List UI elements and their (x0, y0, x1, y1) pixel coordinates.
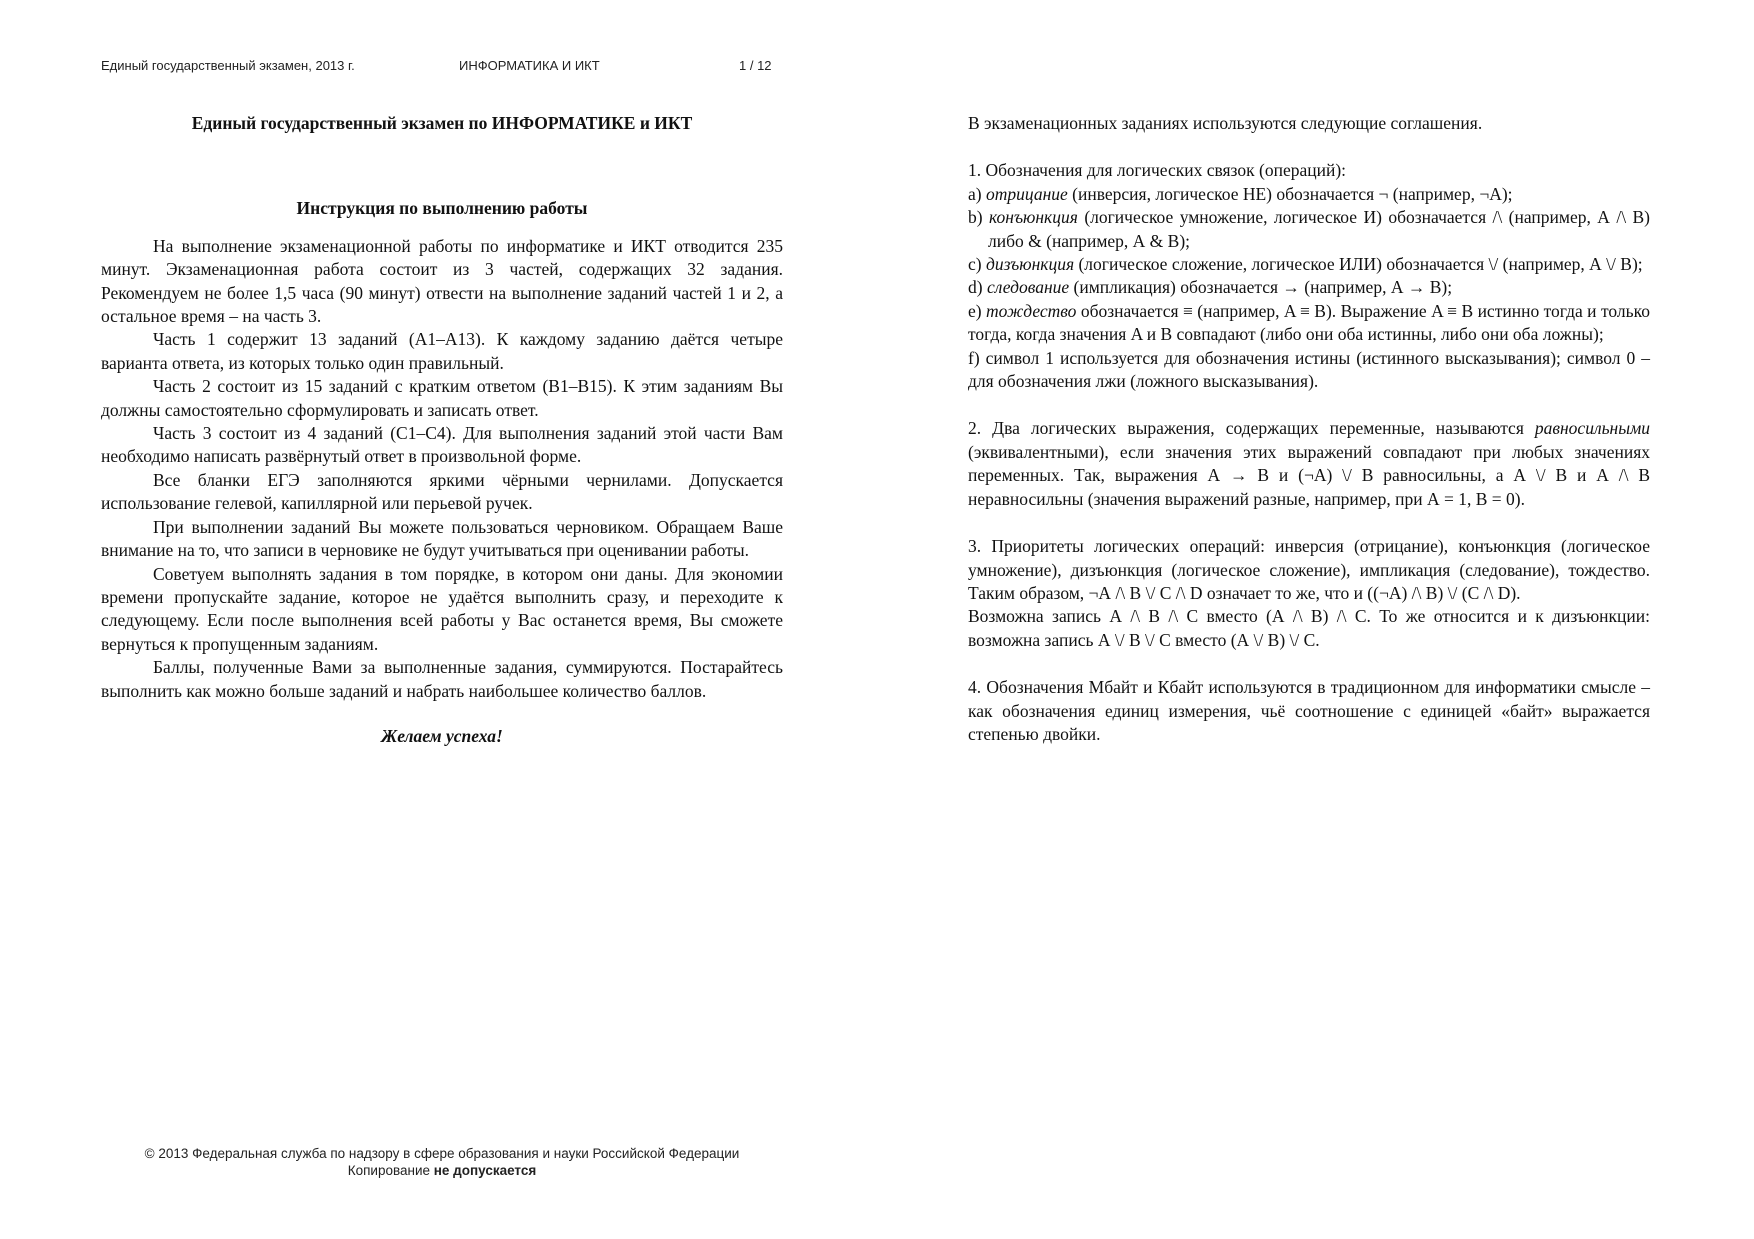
section-logic-operations (968, 159, 1650, 393)
item-prefix: a) (968, 183, 986, 204)
section-units (968, 676, 1650, 746)
item-truth-symbols: f) символ 1 используется для обозначения истины (истинного высказывания); символ 0 – для обозначения лжи (ложного высказывания). (968, 347, 1650, 392)
term-disjunction: дизъюнкция (985, 254, 1075, 275)
section-3-text: 3. Приоритеты логических операций: инверсия (отрицание), конъюнкция (логическое умножение), дизъюнкция (логическое сложение), импликация (следование), тождество. Таким образом, ¬А /\ В \/ С /\ D означает то же, что и ((¬А) /\ В) \/ (С /\ D). (968, 536, 1650, 603)
section-3-note: Возможна запись А /\ В /\ С вместо (А /\ В) /\ С. То же относится и к дизъюнкции: возможна запись А \/ В \/ С вместо (А \/ В) \/ С. (968, 606, 1650, 650)
term-equivalence: тождество (986, 300, 1077, 321)
item-implication (968, 276, 1650, 299)
section-2-post: (эквивалентными), если значения этих выражений совпадают при любых значениях переменных. Так, выражения А → В и (¬А) \/ В равносильны, а А \/ В и А /\ В неравносильны (значения выражений разные, например, при А = 1, В = 0). (968, 441, 1650, 509)
instruction-paragraph: На выполнение экзаменационной работы по информатике и ИКТ отводится 235 минут. Экзаменационная работа состоит из 3 частей, содержащих 32 задания. Рекомендуем не более 1,5 часа (90 минут) отвести на выполнение заданий частей 1 и 2, а остальное время – на часть 3. (101, 235, 783, 327)
good-luck-wish: Желаем успеха! (381, 725, 503, 746)
instruction-paragraph: Часть 1 содержит 13 заданий (A1–A13). К каждому заданию даётся четыре варианта ответа, из которых только один правильный. (101, 329, 783, 373)
copyright-footer (101, 1145, 783, 1179)
item-prefix: c) (968, 254, 986, 275)
copyright-line: © 2013 Федеральная служба по надзору в сфере образования и науки Российской Федерации (144, 1146, 740, 1161)
instruction-paragraph: Баллы, полученные Вами за выполненные задания, суммируются. Постарайтесь выполнить как можно больше заданий и набрать наибольшее количество баллов. (101, 657, 783, 701)
header-page-number: 1 / 12 (739, 58, 772, 73)
instruction-column (101, 112, 783, 748)
copy-notice-bold: не допускается (433, 1163, 537, 1178)
section-equivalent-expressions (968, 417, 1650, 511)
copy-notice (101, 1162, 783, 1179)
section-1-heading: 1. Обозначения для логических связок (операций): (968, 160, 1347, 181)
instruction-paragraph: Советуем выполнять задания в том порядке, в котором они даны. Для экономии времени пропускайте задание, которое не удаётся выполнить сразу, и переходите к следующему. Если после выполнения всей работы у Вас останется время, Вы сможете вернуться к пропущенным заданиям. (101, 563, 783, 654)
item-conjunction (968, 206, 1650, 253)
term-equivalent: равносильными (1534, 418, 1650, 439)
header-exam: Единый государственный экзамен, 2013 г. (101, 58, 355, 73)
section-2-pre: 2. Два логических выражения, содержащих переменные, называются (968, 418, 1535, 439)
item-negation (968, 183, 1650, 206)
item-text: (импликация) обозначается → (например, А → В); (1069, 277, 1453, 298)
item-disjunction (968, 253, 1650, 276)
document-title: Единый государственный экзамен по ИНФОРМАТИКЕ и ИКТ (191, 113, 693, 133)
header-subject: ИНФОРМАТИКА И ИКТ (459, 58, 600, 73)
item-text: обозначается ≡ (например, A ≡ B). Выражение A ≡ B истинно тогда и только тогда, когда значения A и B совпадают (либо они оба истинны, либо они оба ложны); (968, 300, 1650, 345)
term-implication: следование (986, 277, 1070, 298)
copy-notice-pre: Копирование (347, 1163, 434, 1178)
term-conjunction: конъюнкция (989, 207, 1078, 228)
item-prefix: d) (968, 277, 987, 298)
instruction-paragraph: Часть 2 состоит из 15 заданий с кратким ответом (B1–B15). К этим заданиям Вы должны самостоятельно сформулировать и записать ответ. (101, 376, 783, 420)
item-text: (инверсия, логическое НЕ) обозначается ¬ (например, ¬А); (1067, 183, 1513, 204)
instruction-paragraph: При выполнении заданий Вы можете пользоваться черновиком. Обращаем Ваше внимание на то, что записи в черновике не будут учитываться при оценивании работы. (101, 516, 783, 561)
instruction-paragraph: Все бланки ЕГЭ заполняются яркими чёрными чернилами. Допускается использование гелевой, капиллярной или перьевой ручек. (101, 469, 783, 514)
conventions-column (968, 112, 1650, 770)
item-prefix: e) (968, 300, 987, 321)
section-2-text (968, 417, 1650, 511)
item-prefix: b) (968, 207, 989, 228)
section-4-text: 4. Обозначения Мбайт и Кбайт используются в традиционном для информатики смысле – как обозначения единиц измерения, чьё соотношение с единицей «байт» выражается степенью двойки. (968, 677, 1650, 744)
term-negation: отрицание (985, 183, 1068, 204)
conventions-intro: В экзаменационных заданиях используются следующие соглашения. (968, 113, 1483, 133)
item-text: (логическое сложение, логическое ИЛИ) обозначается \/ (например, А \/ В); (1074, 254, 1643, 275)
item-text: (логическое умножение, логическое И) обозначается /\ (например, А /\ В) либо & (например, А & В); (988, 207, 1650, 251)
instruction-paragraph: Часть 3 состоит из 4 заданий (C1–C4). Для выполнения заданий этой части Вам необходимо написать развёрнутый ответ в произвольной форме. (101, 423, 783, 467)
instruction-heading: Инструкция по выполнению работы (296, 198, 588, 219)
item-equivalence (968, 300, 1650, 347)
section-operation-priority (968, 535, 1650, 652)
